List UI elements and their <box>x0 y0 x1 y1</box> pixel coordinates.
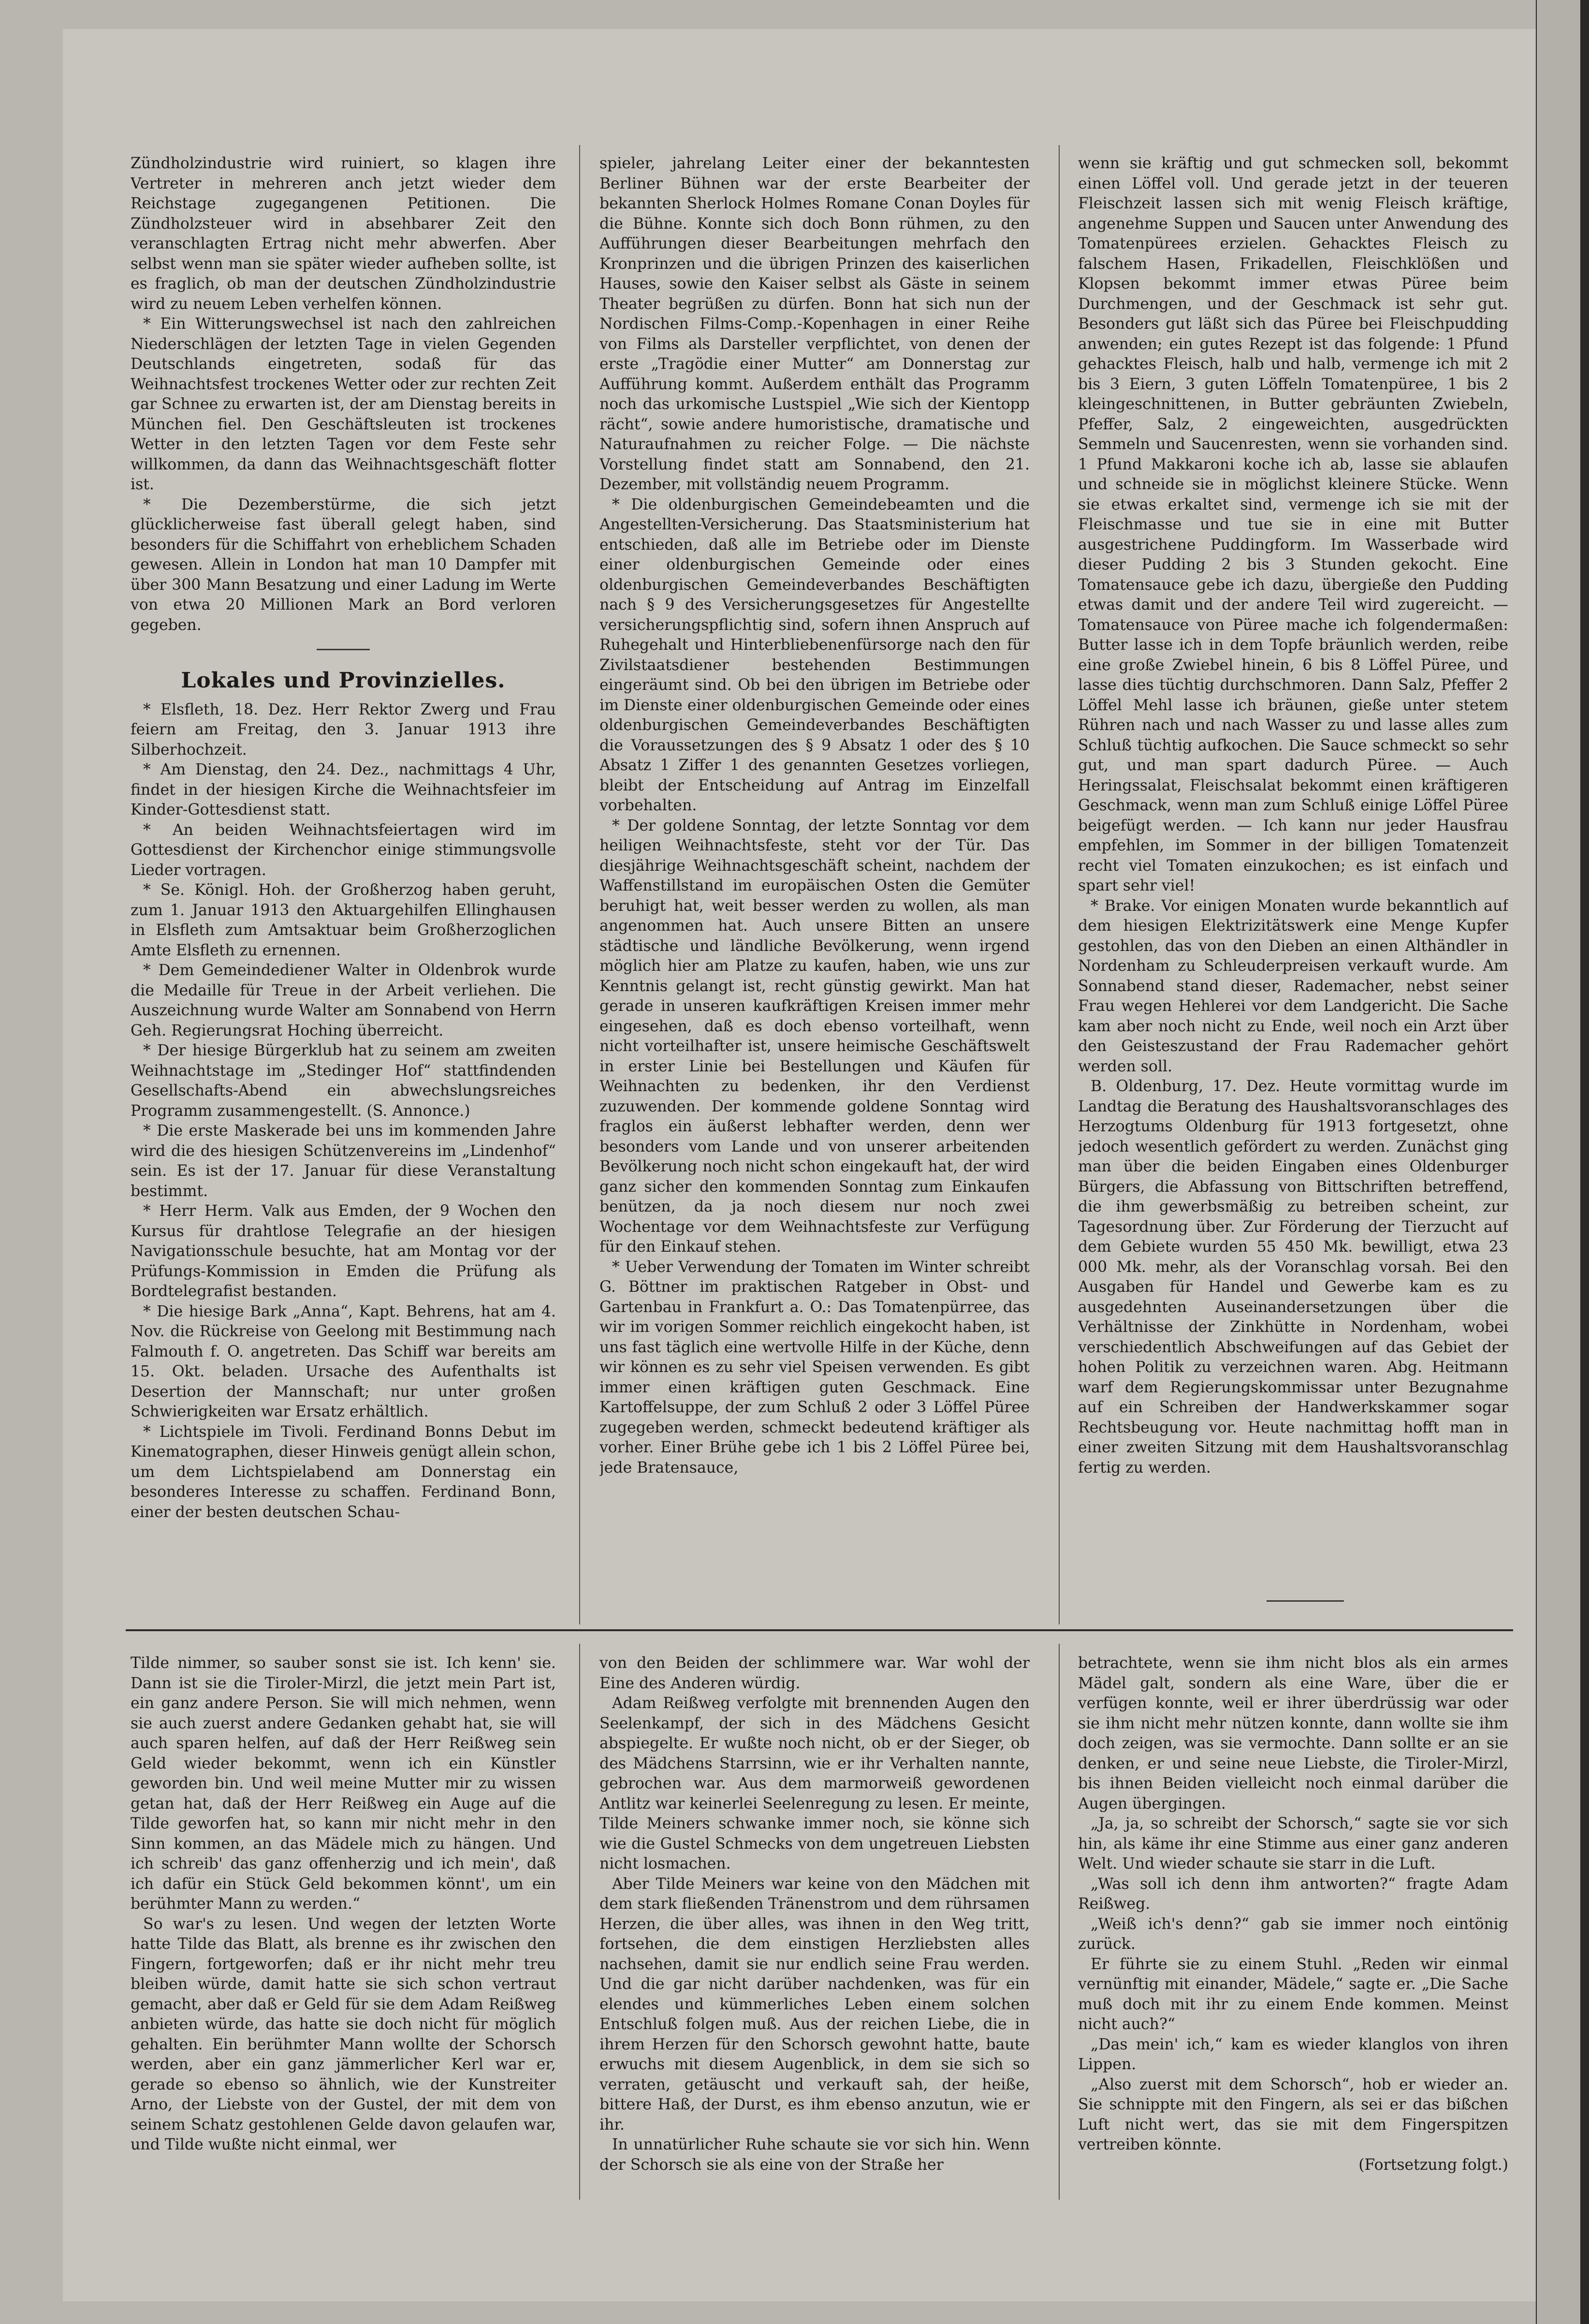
feuilleton-rule <box>126 1629 1513 1631</box>
article-bonn-continued: spieler, jahrelang Leiter einer der bekanntesten Berliner Bühnen war der erste Bearbeiter der bekannten Sherlock Holmes Romane Conan Doyles für die Bühne. Konnte sich doch Bonn rühmen, zu den Aufführungen dieser Bearbeitungen mehrfach den Kronprinzen und die übrigen Prinzen des kaiserlichen Hauses, sowie den Kaiser selbst als Gäste in seinem Theater begrüßen zu dürfen. Bonn hat sich nun der Nordischen Films-Comp.-Kopenhagen in einer Reihe von Films als Darsteller verpflichtet, von denen der erste „Tragödie einer Mutter“ am Donnerstag zur Aufführung kommt. Außerdem enthält das Programm noch das urkomische Lustspiel „Wie sich der Kientopp rächt“, sowie andere humoristische, dramatische und Naturaufnahmen zu reicher Folge. — Die nächste Vorstellung findet statt am Sonnabend, den 21. Dezember, mit vollständig neuem Programm. <box>599 155 1030 493</box>
article-oldenburg-landtag: B. Oldenburg, 17. Dez. Heute vormittag wurde im Landtag die Beratung des Haushaltsvoranschlages des Herzogtums Oldenburg für 1913 fortgesetzt, ohne jedoch wesentlich gefördert zu werden. Zunächst ging man über die beiden Eingaben eines Oldenburger Bürgers, die Abfassung von Bittschriften betreffend, die ihm gewerbsmäßig zu betreiben scheint, zur Tagesordnung über. Zur Förderung der Tierzucht auf dem Gebiete wurden 55 450 Mk. bewilligt, etwa 23 000 Mk. mehr, als der Voranschlag vorsah. Bei den Ausgaben für Handel und Gewerbe kam es zu ausgedehnten Auseinandersetzungen über die Verhältnisse der Zinkhütte in Nordenham, wobei verschiedentlich Abschweifungen auf das Gebiet der hohen Politik zu verzeichnen waren. Abg. Heitmann warf dem Regierungskommissar unter Bezugnahme auf ein Schreiben der Handwerkskammer sogar Rechtsbeugung vor. Heute nachmittag hofft man in einer zweiten Sitzung mit dem Haushaltsvoranschlag fertig zu werden. <box>1078 1078 1508 1476</box>
section-heading: Lokales und Provinzielles. <box>181 668 506 693</box>
column-rule <box>579 145 580 1624</box>
column-rule <box>1059 1644 1060 2200</box>
article-tomaten: * Ueber Verwendung der Tomaten im Winter schreibt G. Böttner im praktischen Ratgeber in Obst- und Gartenbau in Frankfurt a. O.: Das Tomatenpürree, das wir im vorigen Sommer reichlich eingekocht haben, ist uns fast täglich eine wertvolle Hilfe in der Küche, denn wir können es zu sehr viel Speisen verwenden. Es gibt immer einen kräftigen guten Geschmack. Eine Kartoffelsuppe, der zum Schluß 2 oder 3 Löffel Püree zugegeben werden, schmeckt bedeutend kräftiger als vorher. Einer Brühe gebe ich 1 bis 2 Löffel Püree bei, jede Bratensauce, <box>599 1258 1030 1476</box>
story-paragraph: Er führte sie zu einem Stuhl. „Reden wir einmal vernünftig mit einander, Mädele,“ sagte er. „Die Sache muß doch mit ihr zu einem Ende kommen. Meinst nicht auch?“ <box>1078 1955 1508 2033</box>
story-paragraph: „Weiß ich's denn?“ gab sie immer noch eintönig zurück. <box>1078 1915 1508 1953</box>
column-rule <box>1059 145 1060 1624</box>
article-weihnachtsfeier: * Am Dienstag, den 24. Dez., nachmittags 4 Uhr, findet in der hiesigen Kirche die Weihnachtsfeier im Kinder-Gottesdienst statt. <box>131 761 556 819</box>
story-paragraph: „Also zuerst mit dem Schorsch“, hob er wieder an. Sie schnippte mit den Fingern, als sei er das bißchen Luft nicht wert, das sie mit dem Fingerspitzen vertreiben könnte. <box>1078 2076 1508 2153</box>
article-maskerade: * Die erste Maskerade bei uns im kommenden Jahre wird die des hiesigen Schützenvereins im „Lindenhof“ sein. Es ist der 17. Januar für diese Veranstaltung bestimmt. <box>131 1122 556 1200</box>
story-paragraph: So war's zu lesen. Und wegen der letzten Worte hatte Tilde das Blatt, als brenne es ihr zwischen den Fingern, fortgeworfen; daß er ihr nicht mehr treu bleiben würde, damit hatte sie sich schon vertraut gemacht, aber daß er Geld für sie dem Adam Reißweg anbieten würde, das hatte sie doch nicht für möglich gehalten. Ein berühmter Mann wollte der Schorsch werden, aber ein ganz jämmerlicher Kerl war er, gerade so ebenso so ähnlich, wie der Kunstreiter Arno, der Liebste von der Gustel, der mit dem von seinem Schatz gestohlenen Gelde davon gelaufen war, und Tilde wußte nicht einmal, wer <box>131 1915 556 2153</box>
article-goldener-sonntag: * Der goldene Sonntag, der letzte Sonntag vor dem heiligen Weihnachtsfeste, steht vor der Tür. Das diesjährige Weihnachtsgeschäft scheint, nachdem der Waffenstillstand im europäischen Osten die Gemüter beruhigt hat, weit besser werden zu wollen, als man angenommen hat. Auch unsere Bitten an unsere städtische und ländliche Bevölkerung, wenn irgend möglich hier am Platze zu kaufen, haben, wie uns zur Kenntnis gelangt ist, recht günstig gewirkt. Man hat gerade in unseren kaufkräftigen Kreisen immer mehr eingesehen, daß es doch ebenso vorteilhaft, wenn nicht vorteilhafter ist, unsere heimische Geschäftswelt in erster Linie bei Bestellungen und Käufen für Weihnachten zu bedenken, ihr den Verdienst zuzuwenden. Der kommende goldene Sonntag wird fraglos ein äußerst lebhafter werden, denn wer besonders vom Lande und von unserer arbeitenden Bevölkerung noch nicht schon eingekauft hat, der wird ganz sicher den kommenden Sonntag zum Einkaufen benützen, da ja noch diesem nur noch zwei Wochentage vor dem Weihnachtsfeste zur Verfügung für den Einkauf stehen. <box>599 817 1030 1256</box>
continuation-note: (Fortsetzung folgt.) <box>1358 2156 1508 2174</box>
article-zuendholz: Zündholzindustrie wird ruiniert, so klagen ihre Vertreter in mehreren anch jetzt wieder dem Reichstage zugegangenen Petitionen. Die Zündholzsteuer wird in absehbarer Zeit den veranschlagten Ertrag nicht mehr abwerfen. Aber selbst wenn man sie später wieder aufheben sollte, ist es fraglich, ob man der deutschen Zündholzindustrie wird zu neuem Leben verhelfen können. <box>131 155 556 313</box>
article-kirchenchor: * An beiden Weihnachtsfeiertagen wird im Gottesdienst der Kirchenchor einige stimmungsvolle Lieder vortragen. <box>131 821 556 879</box>
adjacent-page-strip <box>1537 0 1580 2324</box>
article-grossherzog: * Se. Königl. Hoh. der Großherzog haben geruht, zum 1. Januar 1913 den Aktuargehilfen Ellinghausen in Elsfleth zum Amtsaktuar beim Großherzoglichen Amte Elsfleth zu ernennen. <box>131 881 556 959</box>
story-paragraph: Adam Reißweg verfolgte mit brennenden Augen den Seelenkampf, der sich in des Mädchens Gesicht abspiegelte. Er wußte noch nicht, ob er der Sieger, ob des Mädchens Starrsinn, wie er ihr Verhalten nannte, gebrochen war. Aus dem marmorweiß gewordenen Antlitz war keinerlei Seelenregung zu lesen. Er meinte, Tilde Meiners schwanke immer noch, sie könne sich wie die Gustel Schmecks von dem ungetreuen Liebsten nicht losmachen. <box>599 1695 1030 1872</box>
article-bark-anna: * Die hiesige Bark „Anna“, Kapt. Behrens, hat am 4. Nov. die Rückreise von Geelong mit Bestimmung nach Falmouth f. O. angetreten. Das Schiff war bereits am 15. Okt. beladen. Ursache des Aufenthalts ist Desertion der Mannschaft; nur unter großen Schwierigkeiten war Ersatz erhältlich. <box>131 1302 556 1420</box>
feuilleton-column-1 <box>131 1653 556 2200</box>
article-tomaten-continued: wenn sie kräftig und gut schmecken soll, bekommt einen Löffel voll. Und gerade jetzt in der teueren Fleischzeit lassen sich mit wenig Fleisch kräftige, angenehme Suppen und Saucen unter Anwendung des Tomatenpürees erzielen. Gehacktes Fleisch zu falschem Hasen, Frikadellen, Fleischklößen und Klopsen bekommt immer etwas Püree beim Durchmengen, und der Geschmack ist sehr gut. Besonders gut läßt sich das Püree bei Fleischpudding anwenden; ein gutes Rezept ist das folgende: 1 Pfund gehacktes Fleisch, halb und halb, vermenge ich mit 2 bis 3 Eiern, 3 guten Löffeln Tomatenpüree, 1 bis 2 kleingeschnittenen, in Butter gebräunten Zwiebeln, Pfeffer, Salz, 2 eingeweichten, ausgedrückten Semmeln und Saucenresten, wenn sie vorhanden sind. 1 Pfund Makkaroni koche ich ab, lasse sie ablaufen und schneide sie in möglichst kleinere Stücke. Wenn sie etwas erkaltet sind, vermenge ich sie mit der Fleischmasse und tue sie in eine mit Butter ausgestrichene Puddingform. Im Wasserbade wird dieser Pudding 2 bis 3 Stunden gekocht. Eine Tomatensauce gebe ich dazu, übergieße den Pudding etwas damit und der andere Teil wird zugereicht. — Tomatensauce von Püree mache ich folgendermaßen: Butter lasse ich in dem Topfe bräunlich werden, reibe eine große Zwiebel hinein, 6 bis 8 Löffel Püree, und lasse dies tüchtig durchschmoren. Dann Salz, Pfeffer 2 Löffel Mehl lasse ich bräunen, gieße unter stetem Rühren nach und nach Wasser zu und lasse alles zum Schluß tüchtig aufkochen. Die Sauce schmeckt so sehr gut, und man spart dadurch Püree. — Auch Heringssalat, Fleischsalat bekommt einen kräftigeren Geschmack, wenn man zum Schluß einige Löffel Püree beigefügt werden. — Ich kann nur jeder Hausfrau empfehlen, im Sommer in der billigen Tomatenzeit recht viel Tomaten einzukochen; es ist einfach und spart sehr viel! <box>1078 155 1508 894</box>
feuilleton-column-2 <box>599 1653 1030 2200</box>
story-paragraph: „Ja, ja, so schreibt der Schorsch,“ sagte sie vor sich hin, als käme ihr eine Stimme aus einer ganz anderen Welt. Und wieder schaute sie starr in die Luft. <box>1078 1815 1508 1872</box>
feuilleton-column-3 <box>1078 1653 1508 2200</box>
story-paragraph: betrachtete, wenn sie ihm nicht blos als ein armes Mädel galt, sondern als eine Ware, über die er verfügen konnte, weil er ihrer überdrüssig war oder sie ihm nicht mehr nützen konnte, dann wollte sie ihm doch zeigen, was sie vermochte. Dann sollte er an sie denken, er und seine neue Liebste, die Tiroler-Mirzl, bis ihnen Beiden vielleicht noch einmal darüber die Augen übergingen. <box>1078 1654 1508 1812</box>
news-column-1 <box>131 154 556 1623</box>
story-paragraph: „Das mein' ich,“ kam es wieder klanglos von ihren Lippen. <box>1078 2035 1508 2073</box>
story-paragraph: Tilde nimmer, so sauber sonst sie ist. Ich kenn' sie. Dann ist sie die Tiroler-Mirzl, die jetzt mein Part ist, ein ganz andere Person. Sie will mich nehmen, wenn sie auch zuerst andere Gedanken gehabt hat, sie will auch sparen helfen, auf daß der Herr Reißweg sein Geld wieder bekommt, wenn ich ein Künstler geworden bin. Und weil meine Mutter mir zu wissen getan hat, daß der Herr Reißweg ein Auge auf die Tilde geworfen hat, so kann mir nicht mehr in den Sinn kommen, an das Mädele mich zu hängen. Und ich schreib' das ganz offenherzig und ich mein', daß ich dafür ein Stück Geld bekommen könnt', um ein berühmter Mann zu werden.“ <box>131 1654 556 1913</box>
column-rule <box>579 1644 580 2200</box>
article-witterung: * Ein Witterungswechsel ist nach den zahlreichen Niederschlägen der letzten Tage in vielen Gegenden Deutschlands eingetreten, sodaß für das Weihnachtsfest trockenes Wetter oder zur rechten Zeit gar Schnee zu erwarten ist, der am Dienstag bereits in München fiel. Den Geschäftsleuten ist trockenes Wetter in den letzten Tagen vor dem Feste sehr willkommen, da dann das Weihnachtsgeschäft flotter ist. <box>131 315 556 493</box>
article-lichtspiele: * Lichtspiele im Tivoli. Ferdinand Bonns Debut im Kinematographen, dieser Hinweis genügt allein schon, um dem Lichtspielabend am Donnerstag ein besonderes Interesse zu schaffen. Ferdinand Bonn, einer der besten deutschen Schau- <box>131 1423 556 1521</box>
story-paragraph: von den Beiden der schlimmere war. War wohl der Eine des Anderen würdig. <box>599 1654 1030 1692</box>
article-brake: * Brake. Vor einigen Monaten wurde bekanntlich auf dem hiesigen Elektrizitätswerk eine Menge Kupfer gestohlen, das von den Dieben an einen Althändler in Nordenham zu Schleuderpreisen verkauft wurde. Am Sonnabend stand dieser, Rademacher, nebst seiner Frau wegen Hehlerei vor dem Landgericht. Die Sache kam aber noch nicht zu Ende, weil noch ein Arzt über den Geisteszustand der Frau Rademacher gehört werden soll. <box>1078 897 1508 1075</box>
article-dezemberstuerme: * Die Dezemberstürme, die sich jetzt glücklicherweise fast überall gelegt haben, sind besonders für die Schiffahrt von erheblichem Schaden gewesen. Allein in London hat man 10 Dampfer mit über 300 Mann Besatzung und einer Ladung im Werte von etwa 20 Millionen Mark an Bord verloren gegeben. <box>131 496 556 634</box>
story-paragraph: Aber Tilde Meiners war keine von den Mädchen mit dem stark fließenden Tränenstrom und dem rührsamen Herzen, die über alles, was ihnen in den Weg tritt, fortsehen, die dem einstigen Herzliebsten alles nachsehen, damit sie nur endlich seine Frau werden. Und die gar nicht darüber nachdenken, was für ein elendes und kümmerliches Leben einem solchen Entschluß folgen muß. Aus der reichen Liebe, die in ihrem Herzen für den Schorsch gewohnt hatte, baute erwuchs mit diesem Augenblick, in dem sie sich so verraten, getäuscht und verkauft sah, der heiße, bittere Haß, der Durst, es ihm ebenso anzutun, wie er ihr. <box>599 1875 1030 2134</box>
article-buergerklub: * Der hiesige Bürgerklub hat zu seinem am zweiten Weihnachtstage im „Stedinger Hof“ stattfindenden Gesellschafts-Abend ein abwechslungsreiches Programm zusammengestellt. (S. Annonce.) <box>131 1042 556 1120</box>
story-paragraph: In unnatürlicher Ruhe schaute sie vor sich hin. Wenn der Schorsch sie als eine von der Straße her <box>599 2136 1030 2174</box>
news-column-2 <box>599 154 1030 1623</box>
article-telegrafie: * Herr Herm. Valk aus Emden, der 9 Wochen den Kursus für drahtlose Telegrafie an der hiesigen Navigationsschule besuchte, hat am Montag vor der Prüfungs-Kommission in Emden die Prüfung als Bordtelegrafist bestanden. <box>131 1202 556 1300</box>
section-end-mark <box>1267 1600 1344 1602</box>
article-gemeindebeamte: * Die oldenburgischen Gemeindebeamten und die Angestellten-Versicherung. Das Staatsministerium hat entschieden, daß alle im Betriebe oder im Dienste einer oldenburgischen Gemeinde oder eines oldenburgischen Gemeindeverbandes Beschäftigten nach § 9 des Versicherungsgesetzes für Angestellte versicherungspflichtig sind, sofern ihnen Anspruch auf Ruhegehalt und Hinterbliebenenfürsorge nach den für Zivilstaatsdiener bestehenden Bestimmungen eingeräumt sind. Ob bei den übrigen im Betriebe oder im Dienste einer oldenburgischen Gemeinde oder eines oldenburgischen Gemeindeverbandes Beschäftigten die Voraussetzungen des § 9 Absatz 1 oder des § 10 Absatz 1 Ziffer 1 des genannten Gesetzes vorliegen, bleibt der Entscheidung auf Antrag im Einzelfall vorbehalten. <box>599 496 1030 814</box>
separator <box>131 639 556 659</box>
news-column-3 <box>1078 154 1508 1594</box>
article-medaille: * Dem Gemeindediener Walter in Oldenbrok wurde die Medaille für Treue in der Arbeit verliehen. Die Auszeichnung wurde Walter am Sonnabend von Herrn Geh. Regierungsrat Hoching überreicht. <box>131 962 556 1039</box>
story-paragraph: „Was soll ich denn ihm antworten?“ fragte Adam Reißweg. <box>1078 1875 1508 1913</box>
article-elsfleth: * Elsfleth, 18. Dez. Herr Rektor Zwerg und Frau feiern am Freitag, den 3. Januar 1913 ihre Silberhochzeit. <box>131 701 556 759</box>
